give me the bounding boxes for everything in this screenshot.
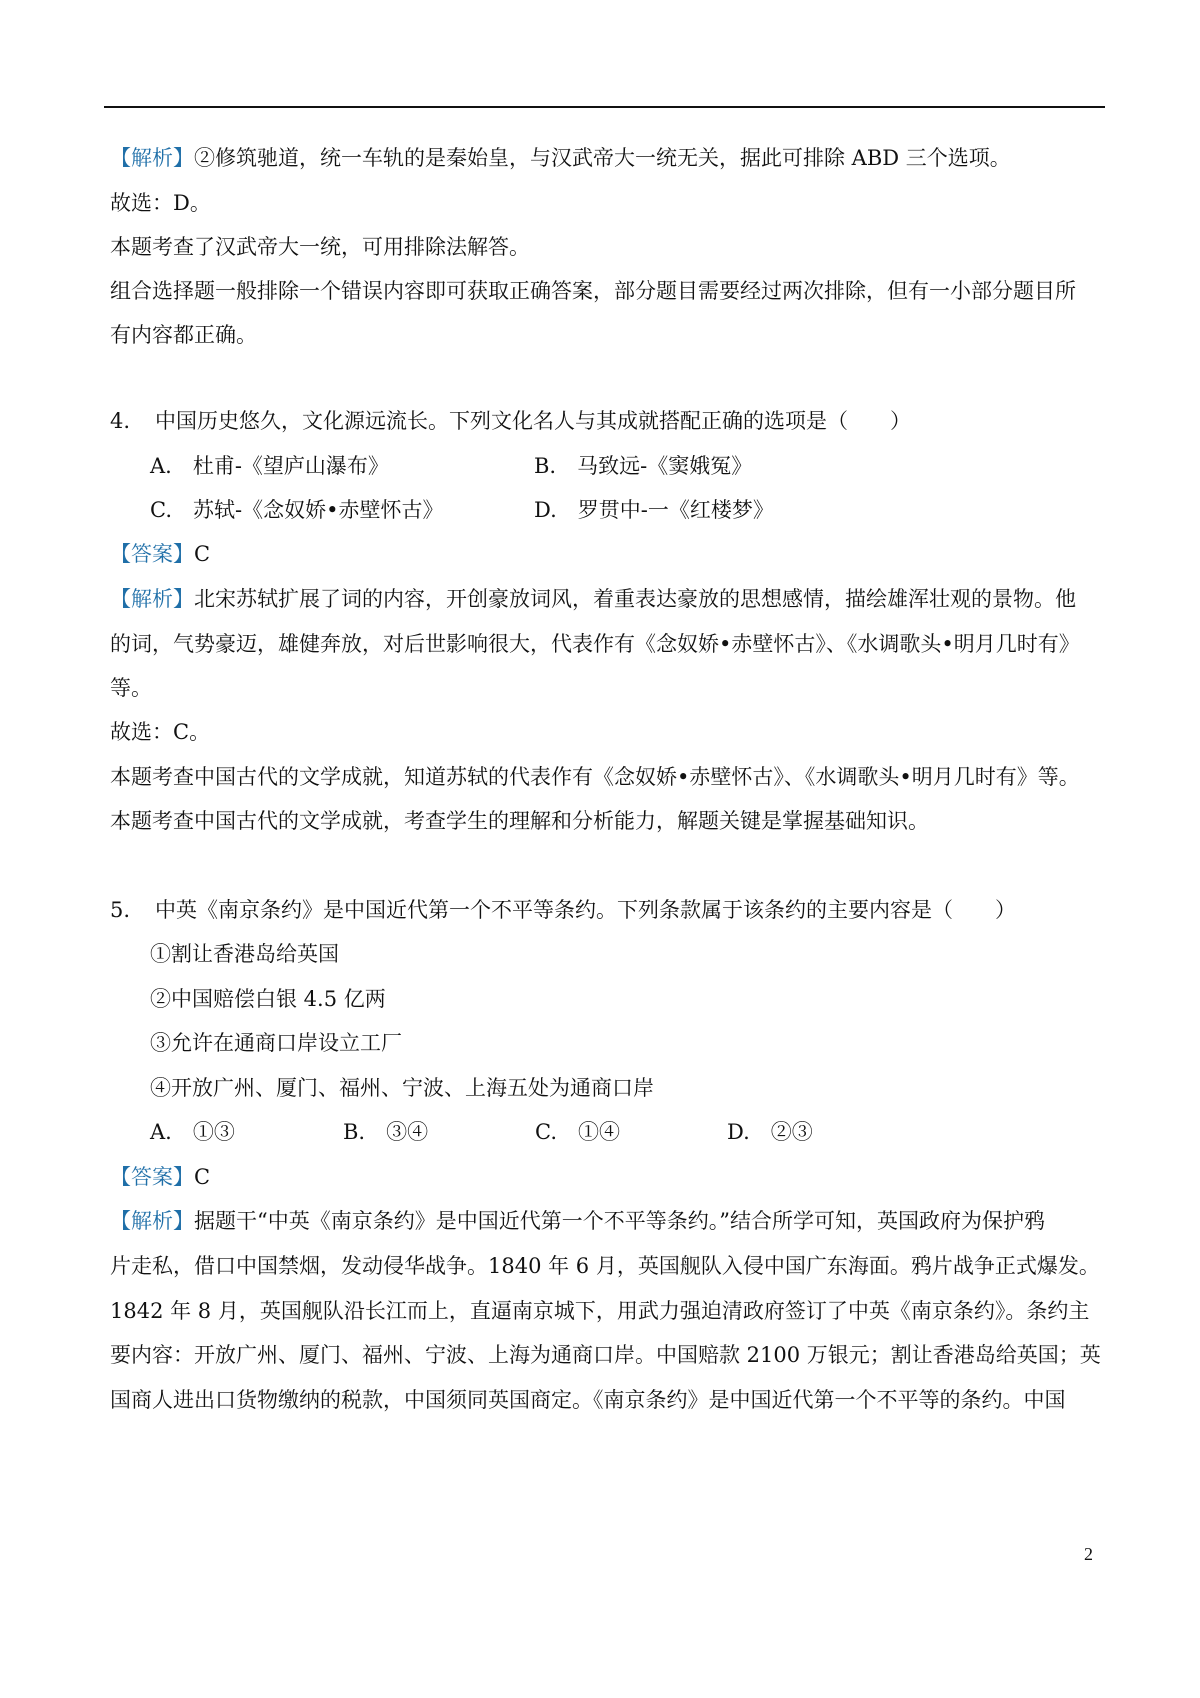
statement-item: ③允许在通商口岸设立工厂 [150,1031,402,1055]
option-b: B. 马致远-《窦娥冤》 [534,454,753,478]
option-a: A. 杜甫-《望庐山瀑布》 [150,454,389,478]
question-stem: 中国历史悠久，文化源远流长。下列文化名人与其成就搭配正确的选项是（ ） [155,409,911,433]
analysis-tag: 【解析】 [110,1209,194,1233]
analysis-line: 的词，气势豪迈，雄健奔放，对后世影响很大，代表作有《念奴娇•赤壁怀古》、《水调歌头•明月几时有》 [110,632,1080,656]
option-c: C. ①④ [535,1120,620,1144]
statement-item: ①割让香港岛给英国 [150,942,339,966]
answer: 【答案】C [110,1165,211,1189]
question-number: 4. [110,409,131,433]
header-rule [104,106,1105,108]
answer-tag: 【答案】 [110,542,194,566]
option-a: A. ①③ [150,1120,235,1144]
q3-note-line: 组合选择题一般排除一个错误内容即可获取正确答案，部分题目需要经过两次排除，但有一小部分题目所 [110,279,1076,303]
option-d: D. ②③ [727,1120,813,1144]
q3-analysis: 【解析】②修筑驰道，统一车轨的是秦始皇，与汉武帝大一统无关，据此可排除 ABD 三个选项。 [110,146,1011,170]
option-d: D. 罗贯中-一《红楼梦》 [534,498,774,522]
option-b: B. ③④ [343,1120,429,1144]
analysis: 【解析】据题干“中英《南京条约》是中国近代第一个不平等条约。”结合所学可知，英国政府为保护鸦 [110,1209,1045,1233]
analysis-line: 国商人进出口货物缴纳的税款，中国须同英国商定。《南京条约》是中国近代第一个不平等的条约。中国 [110,1388,1066,1412]
question-stem: 中英《南京条约》是中国近代第一个不平等条约。下列条款属于该条约的主要内容是（ ） [155,898,1016,922]
answer-tag: 【答案】 [110,1165,194,1189]
note: 本题考查中国古代的文学成就，知道苏轼的代表作有《念奴娇•赤壁怀古》、《水调歌头•明月几时有》等。 [110,765,1080,789]
question-number: 5. [110,898,131,922]
answer: 【答案】C [110,542,211,566]
note: 本题考查中国古代的文学成就，考查学生的理解和分析能力，解题关键是掌握基础知识。 [110,809,929,833]
page-number: 2 [1084,1544,1093,1564]
analysis-line: 1842 年 8 月，英国舰队沿长江而上，直逼南京城下，用武力强迫清政府签订了中英《南京条约》。条约主 [110,1299,1090,1323]
analysis: 【解析】北宋苏轼扩展了词的内容，开创豪放词风，着重表达豪放的思想感情，描绘雄浑壮观的景物。他 [110,587,1076,611]
analysis-line: 等。 [110,676,152,700]
q3-note: 本题考查了汉武帝大一统，可用排除法解答。 [110,235,530,259]
analysis-line: 要内容：开放广州、厦门、福州、宁波、上海为通商口岸。中国赔款 2100 万银元；割让香港岛给英国；英 [110,1343,1101,1367]
statement-item: ④开放广州、厦门、福州、宁波、上海五处为通商口岸 [150,1076,654,1100]
analysis-line: 片走私，借口中国禁烟，发动侵华战争。1840 年 6 月，英国舰队入侵中国广东海面。鸦片战争正式爆发。 [110,1254,1100,1278]
q3-note-line: 有内容都正确。 [110,323,257,347]
analysis-tag: 【解析】 [110,146,194,170]
q3-choice: 故选：D。 [110,191,211,215]
analysis-tag: 【解析】 [110,587,194,611]
option-c: C. 苏轼-《念奴娇•赤壁怀古》 [150,498,444,522]
choice: 故选：C。 [110,720,211,744]
statement-item: ②中国赔偿白银 4.5 亿两 [150,987,386,1011]
